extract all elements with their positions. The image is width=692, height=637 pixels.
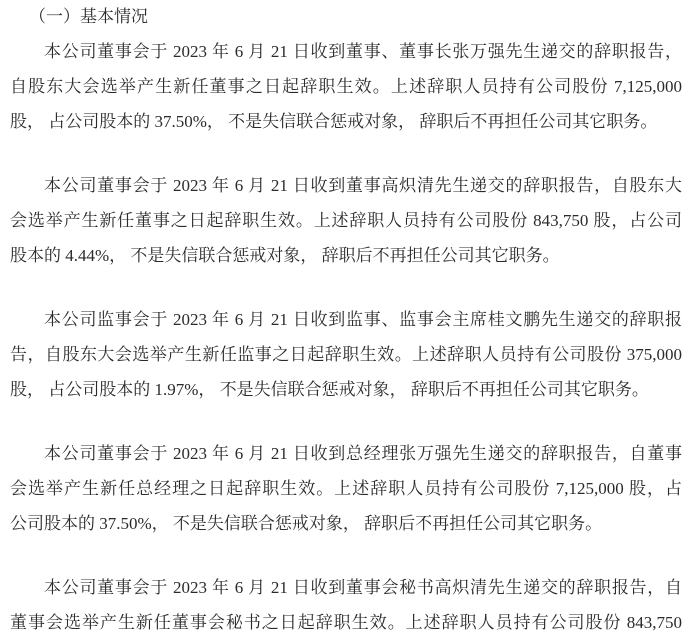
text-line: 本公司董事会于 2023 年 6 月 21 日收到董事、董事长张万强先生递交的辞职报告，	[44, 42, 682, 61]
text-line: 告，自股东大会选举产生新任监事之日起辞职生效。上述辞职人员持有公司股份 375,000	[10, 345, 682, 364]
text-line: 本公司董事会于 2023 年 6 月 21 日收到总经理张万强先生递交的辞职报告，自董事	[44, 444, 682, 463]
paragraph-resignation-supervisor	[10, 302, 682, 407]
section-heading: （一）基本情况	[29, 7, 148, 26]
paragraph-resignation-board-secretary	[10, 570, 682, 637]
text-line: 会选举产生新任总经理之日起辞职生效。上述辞职人员持有公司股份 7,125,000 股，占	[10, 479, 682, 498]
text-line: 董事会选举产生新任董事会秘书之日起辞职生效。上述辞职人员持有公司股份 843,750	[10, 613, 682, 632]
text-line: 公司股本的 37.50%， 不是失信联合惩戒对象， 辞职后不再担任公司其它职务。	[10, 514, 603, 533]
text-line: 会选举产生新任董事之日起辞职生效。上述辞职人员持有公司股份 843,750 股，占公司	[10, 211, 682, 230]
text-line: 本公司董事会于 2023 年 6 月 21 日收到董事高炽清先生递交的辞职报告，自股东大	[44, 176, 682, 195]
text-line: 股本的 4.44%， 不是失信联合惩戒对象， 辞职后不再担任公司其它职务。	[10, 246, 560, 265]
paragraph-resignation-director	[10, 168, 682, 273]
text-line: 股， 占公司股本的 1.97%， 不是失信联合惩戒对象， 辞职后不再担任公司其它职务。	[10, 380, 649, 399]
paragraph-resignation-general-manager	[10, 436, 682, 541]
text-line: 股， 占公司股本的 37.50%， 不是失信联合惩戒对象， 辞职后不再担任公司其它职务。	[10, 112, 658, 131]
text-line: 本公司监事会于 2023 年 6 月 21 日收到监事、监事会主席桂文鹏先生递交的辞职报	[44, 310, 682, 329]
text-line: 本公司董事会于 2023 年 6 月 21 日收到董事会秘书高炽清先生递交的辞职报告，自	[44, 578, 682, 597]
text-line: 自股东大会选举产生新任董事之日起辞职生效。上述辞职人员持有公司股份 7,125,000	[10, 77, 682, 96]
paragraph-resignation-chairman	[10, 34, 682, 139]
